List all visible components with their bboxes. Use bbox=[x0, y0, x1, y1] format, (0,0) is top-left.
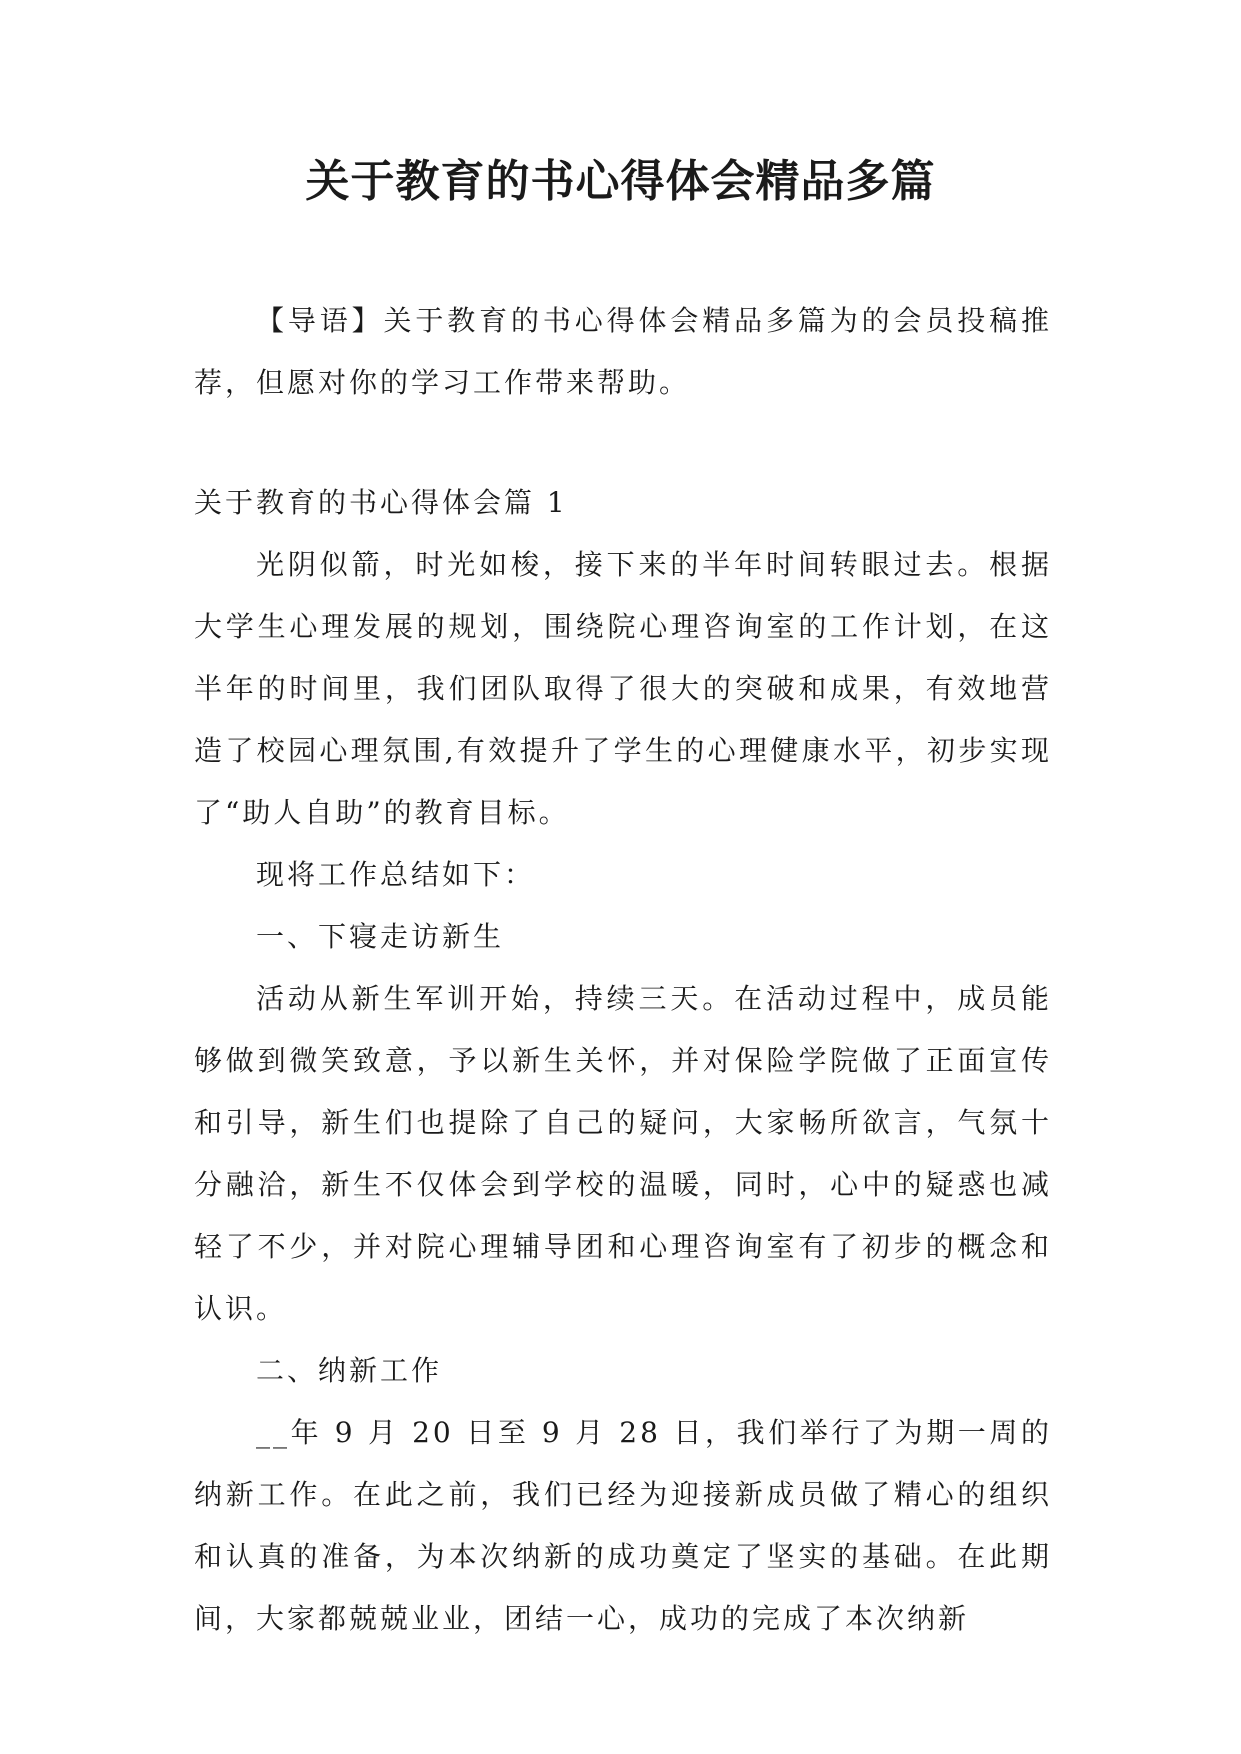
section-heading: 关于教育的书心得体会篇 1 bbox=[194, 486, 568, 519]
document-body bbox=[194, 290, 1052, 1650]
subheading: 二、纳新工作 bbox=[256, 1354, 443, 1387]
body-paragraph: __年 9 月 20 日至 9 月 28 日，我们举行了为期一周的纳新工作。在此之前，我们已经为迎接新成员做了精心的组织和认真的准备，为本次纳新的成功奠定了坚实的基础。在此期间，大家都兢兢业业，团结一心，成功的完成了本次纳新 bbox=[194, 1416, 1052, 1635]
subheading: 一、下寝走访新生 bbox=[256, 920, 505, 953]
body-paragraph: 活动从新生军训开始，持续三天。在活动过程中，成员能够做到微笑致意，予以新生关怀，并对保险学院做了正面宣传和引导，新生们也提除了自己的疑问，大家畅所欲言，气氛十分融洽，新生不仅体会到学校的温暖，同时，心中的疑惑也减轻了不少，并对院心理辅导团和心理咨询室有了初步的概念和认识。 bbox=[194, 982, 1052, 1325]
intro-paragraph: 【导语】关于教育的书心得体会精品多篇为的会员投稿推荐，但愿对你的学习工作带来帮助。 bbox=[194, 304, 1052, 399]
body-paragraph: 现将工作总结如下： bbox=[256, 858, 536, 891]
document-title: 关于教育的书心得体会精品多篇 bbox=[305, 156, 936, 207]
body-paragraph: 光阴似箭，时光如梭，接下来的半年时间转眼过去。根据大学生心理发展的规划，围绕院心理咨询室的工作计划，在这半年的时间里，我们团队取得了很大的突破和成果，有效地营造了校园心理氛围,有效提升了学生的心理健康水平，初步实现了“助人自助”的教育目标。 bbox=[194, 548, 1052, 829]
spacer bbox=[194, 414, 1052, 472]
